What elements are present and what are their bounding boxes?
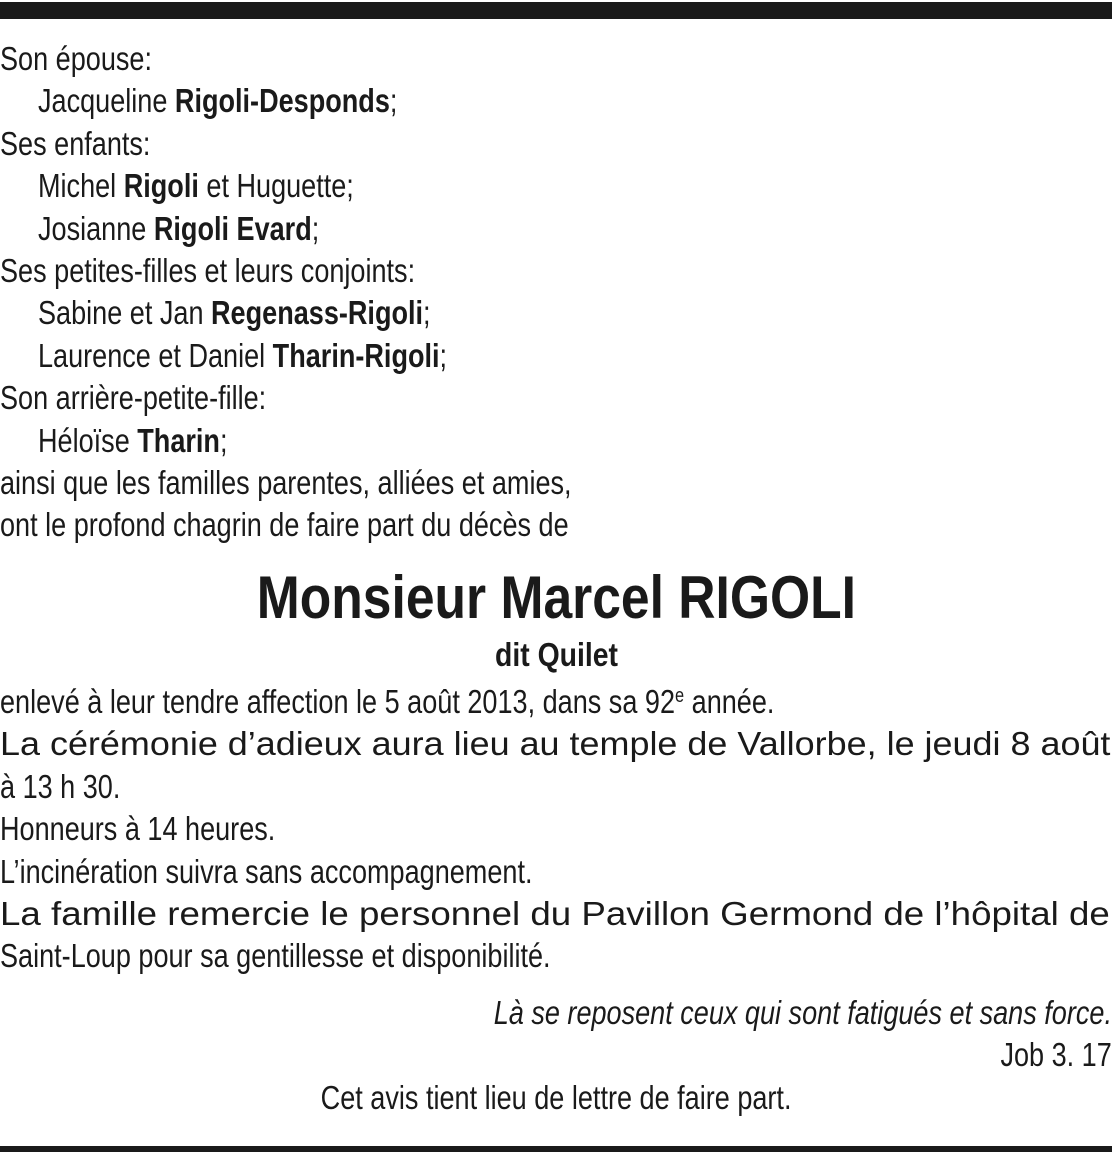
others-line: ainsi que les familles parentes, alliées et amies, [0, 464, 572, 502]
grandchild-surname: Regenass-Rigoli [211, 294, 424, 332]
thanks-line-2: Saint-Loup pour sa gentillesse et disponibilité. [0, 937, 551, 975]
greatgrandchild-label: Son arrière-petite-fille: [0, 379, 267, 417]
greatgrandchild-line: Héloïse Tharin; [38, 421, 228, 459]
thanks-line: La famille remercie le personnel du Pavillon Germond de l’hôpital de [0, 894, 1110, 932]
child-surname: Rigoli [123, 167, 199, 205]
grandchild-line: Laurence et Daniel Tharin-Rigoli; [38, 336, 448, 374]
ceremony-time-line: à 13 h 30. [0, 767, 121, 805]
spouse-line: Jacqueline Rigoli-Desponds; [38, 82, 398, 120]
announce-line: ont le profond chagrin de faire part du décès de [0, 506, 569, 544]
grandchild-line: Sabine et Jan Regenass-Rigoli; [38, 294, 431, 332]
bottom-rule [0, 1146, 1112, 1152]
grandchildren-label: Ses petites-filles et leurs conjoints: [0, 252, 416, 290]
child-line: Michel Rigoli et Huguette; [38, 167, 354, 205]
ceremony-line: La cérémonie d’adieux aura lieu au temple de Vallorbe, le jeudi 8 août [0, 725, 1111, 763]
greatgrandchild-surname: Tharin [137, 421, 220, 459]
incineration-line: L’incinération suivra sans accompagnement. [0, 852, 533, 890]
spouse-surname: Rigoli-Desponds [174, 82, 390, 120]
deceased-name: Monsieur Marcel RIGOLI [256, 563, 856, 631]
spouse-label: Son épouse: [0, 40, 152, 77]
child-line: Josianne Rigoli Evard; [38, 209, 320, 247]
child-surname: Rigoli Evard [153, 209, 312, 247]
notice-content [0, 38, 1112, 1119]
top-rule [0, 2, 1112, 19]
scripture-reference: Job 3. 17 [1000, 1036, 1112, 1074]
death-line: enlevé à leur tendre affection le 5 août 2013, dans sa 92e année. [0, 682, 775, 720]
honours-line: Honneurs à 14 heures. [0, 810, 276, 848]
footer-note: Cet avis tient lieu de lettre de faire part. [320, 1078, 792, 1116]
grandchild-surname: Tharin-Rigoli [272, 336, 440, 374]
deceased-nickname: dit Quilet [494, 635, 618, 673]
scripture-quote: Là se reposent ceux qui sont fatigués et sans force. [493, 993, 1112, 1031]
children-label: Ses enfants: [0, 124, 151, 162]
